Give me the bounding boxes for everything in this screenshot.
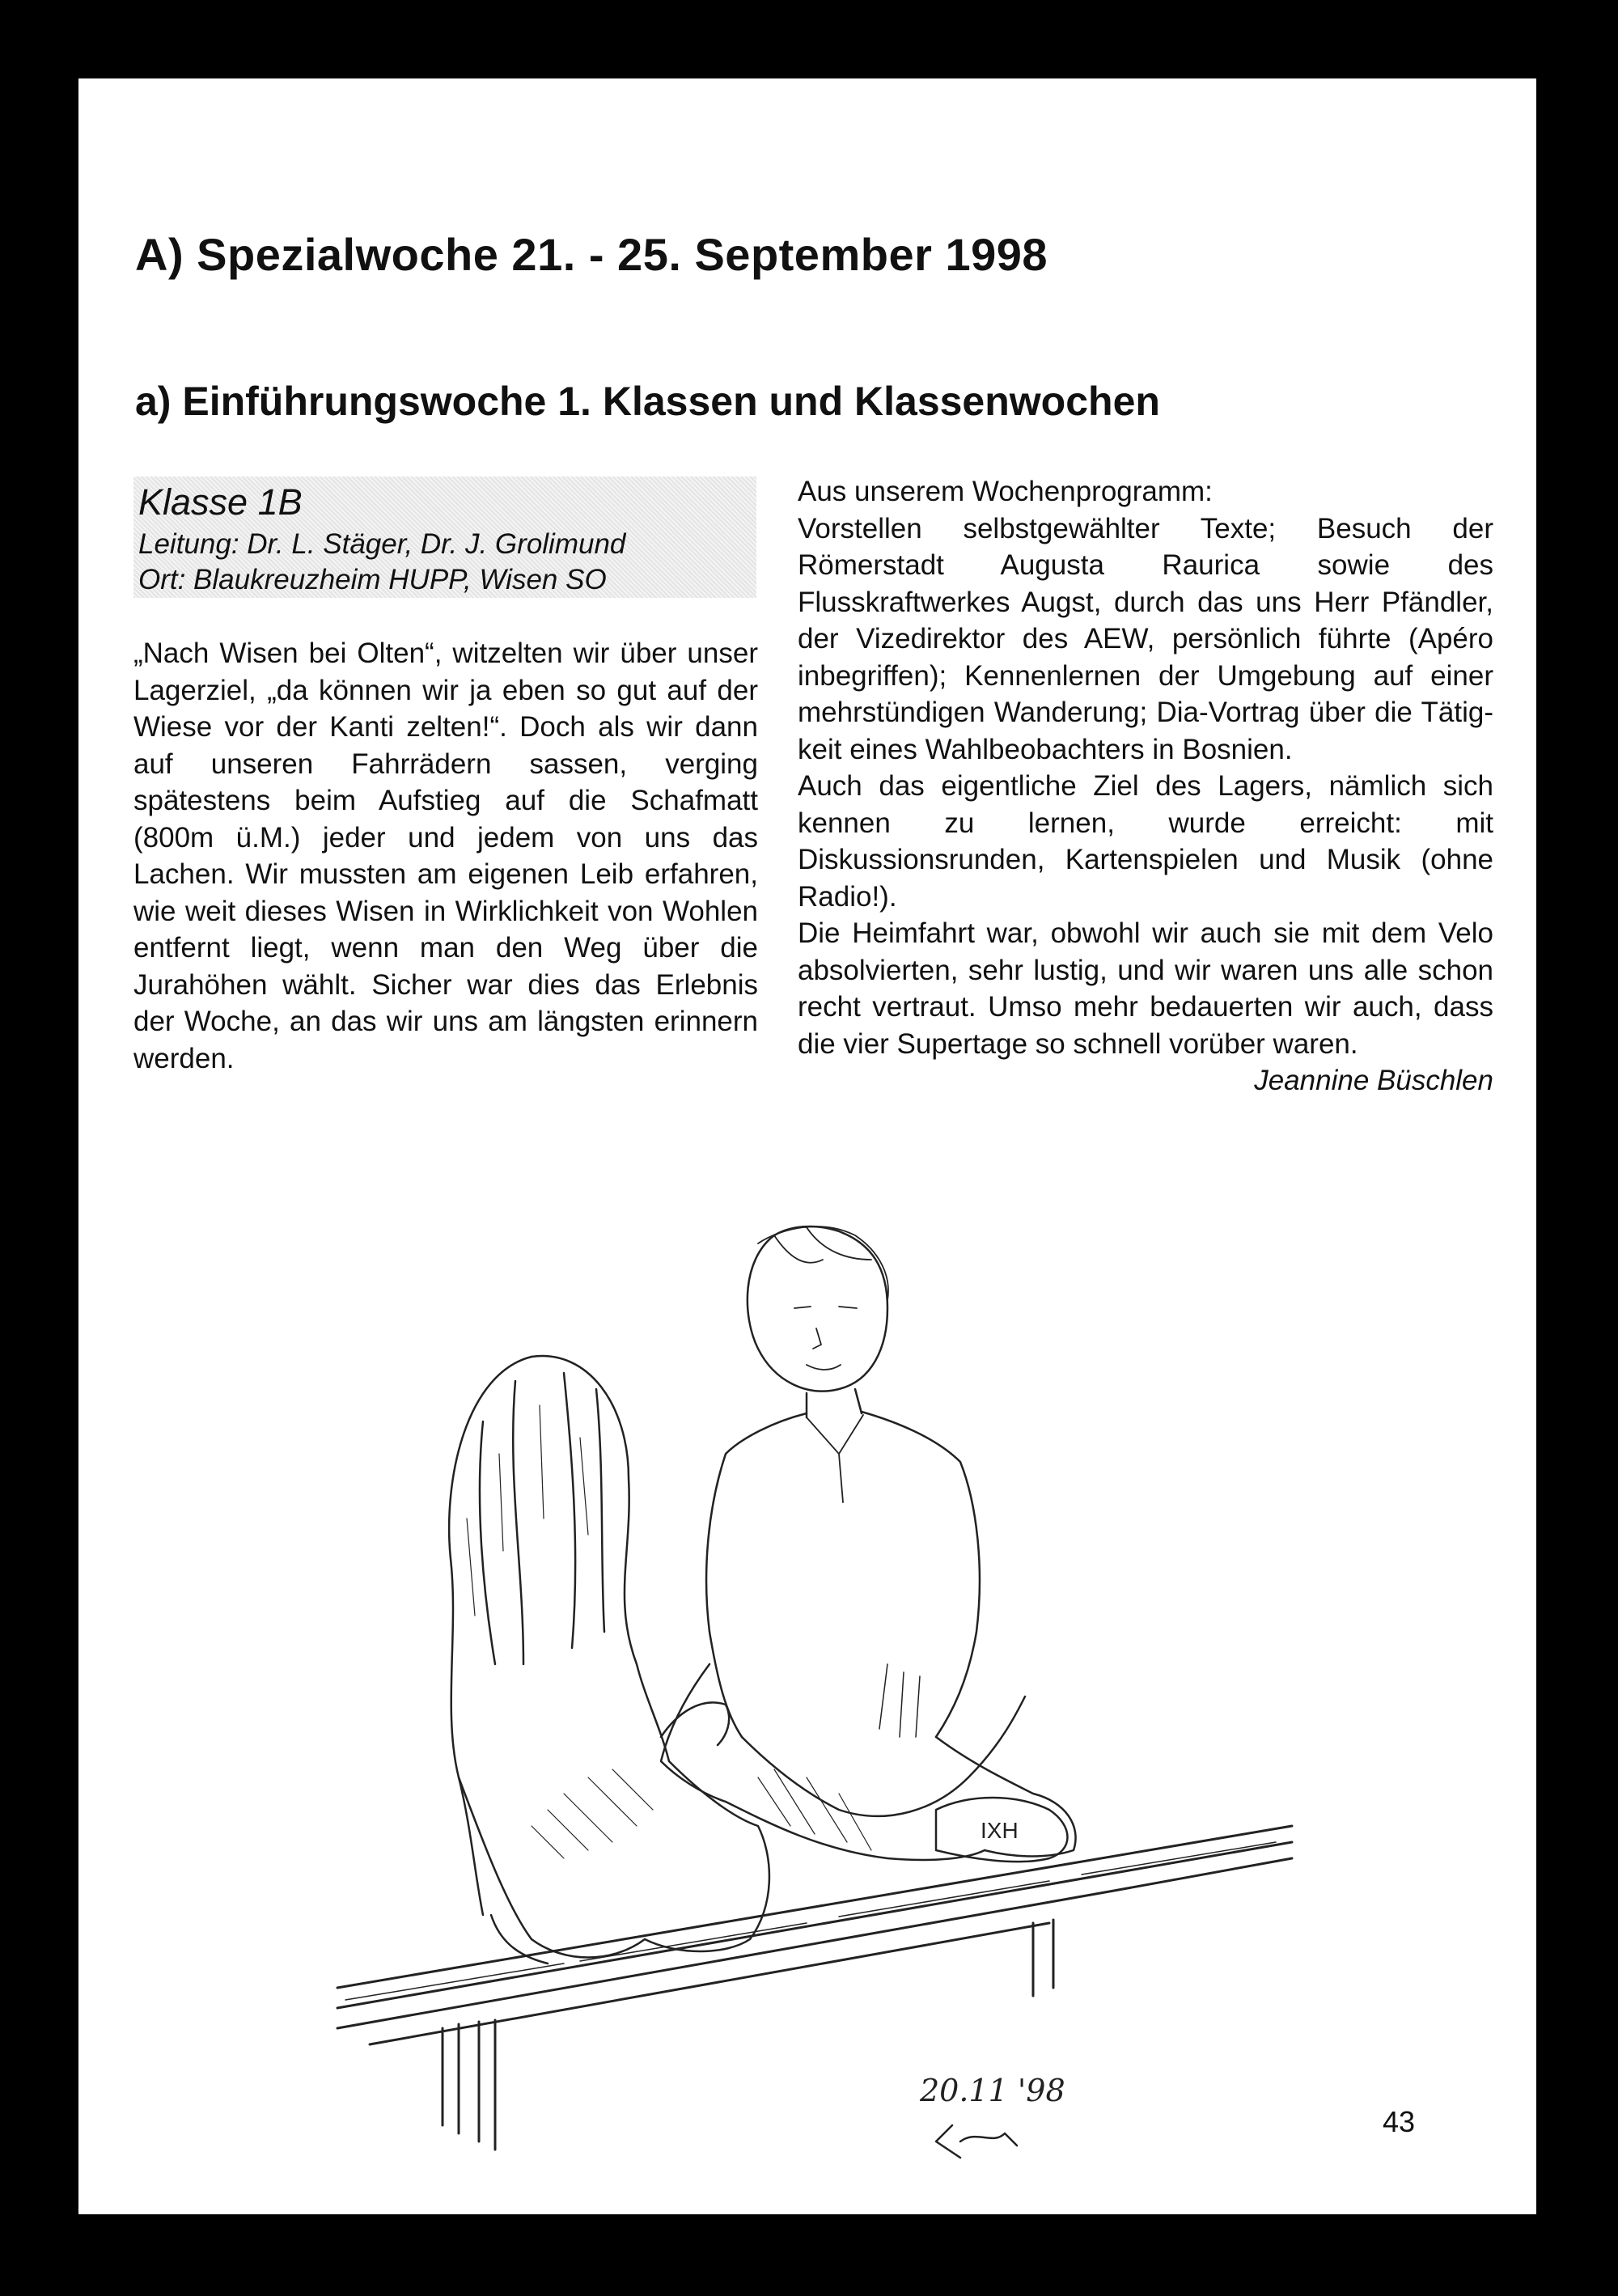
signature-date: 20.11 '98: [920, 2073, 1065, 2108]
pencil-drawing-illustration: [321, 1211, 1332, 2166]
program-intro: Aus unserem Wochenprogramm:: [798, 476, 1213, 507]
document-page: [78, 78, 1536, 2214]
left-column: [133, 635, 758, 1077]
class-title: Klasse 1B: [138, 481, 303, 523]
author-signature: Jeannine Büschlen: [1254, 1065, 1493, 1096]
right-column: [798, 473, 1493, 1099]
class-info-box: [133, 477, 756, 598]
artist-signature: [919, 2073, 1065, 2158]
bench: [337, 1826, 1292, 2150]
girl-figure: [449, 1356, 769, 1963]
location-line: Ort: Blaukreuzheim HUPP, Wisen SO: [138, 564, 607, 595]
goal-paragraph: Auch das eigentliche Ziel des Lagers, nämlich sich kennen zu lernen, wurde erreicht: mit Diskussionsrunden, Kartenspielen und Musik (ohne Radio!).: [798, 770, 1493, 913]
report-paragraph: „Nach Wisen bei Olten“, witzelten wir über unser Lagerziel, „da können wir ja eben so gut auf der Wiese vor der Kanti zelten!“. Doch als wir dann auf unseren Fahrrädern sassen, verging spätestens beim Aufstieg auf die Schafmatt (800m ü.M.) jeder und jedem von uns das Lachen. Wir mussten am eigenen Leib erfahren, wie weit dieses Wisen in Wirklichkeit von Wohlen entfernt liegt, wenn man den Weg über die Jurahöhen wählt. Sicher war dies das Erlebnis der Woche, an das wir uns am längsten erinnern werden.: [133, 638, 758, 1074]
boy-figure: [661, 1226, 1076, 1862]
main-heading: A) Spezialwoche 21. - 25. September 1998: [135, 229, 1048, 280]
program-paragraph: Vorstellen selbstgewählter Texte; Besuch der Römerstadt Augusta Raurica sowie des Flusskraftwerkes Augst, durch das uns Herr Pfändler, der Vizedirektor des AEW, persönlich führte (Apéro inbegriffen); Kennenlernen der Umgebung auf einer mehrstündigen Wanderung; Dia-Vortrag über die Tätigkeit eines Wahlbeobachters in Bosnien.: [798, 512, 1493, 765]
return-trip-paragraph: Die Heimfahrt war, obwohl wir auch sie mit dem Velo absolvierten, sehr lustig, und wir waren uns alle schon recht vertraut. Umso mehr bedauerten wir auch, dass die vier Supertage so schnell vorüber waren.: [798, 917, 1493, 1060]
sub-heading: a) Einführungswoche 1. Klassen und Klassenwochen: [135, 379, 1160, 424]
page-number: 43: [1382, 2105, 1415, 2138]
leadership-line: Leitung: Dr. L. Stäger, Dr. J. Grolimund: [138, 528, 626, 560]
shoe-lettering: IXH: [981, 1818, 1019, 1843]
